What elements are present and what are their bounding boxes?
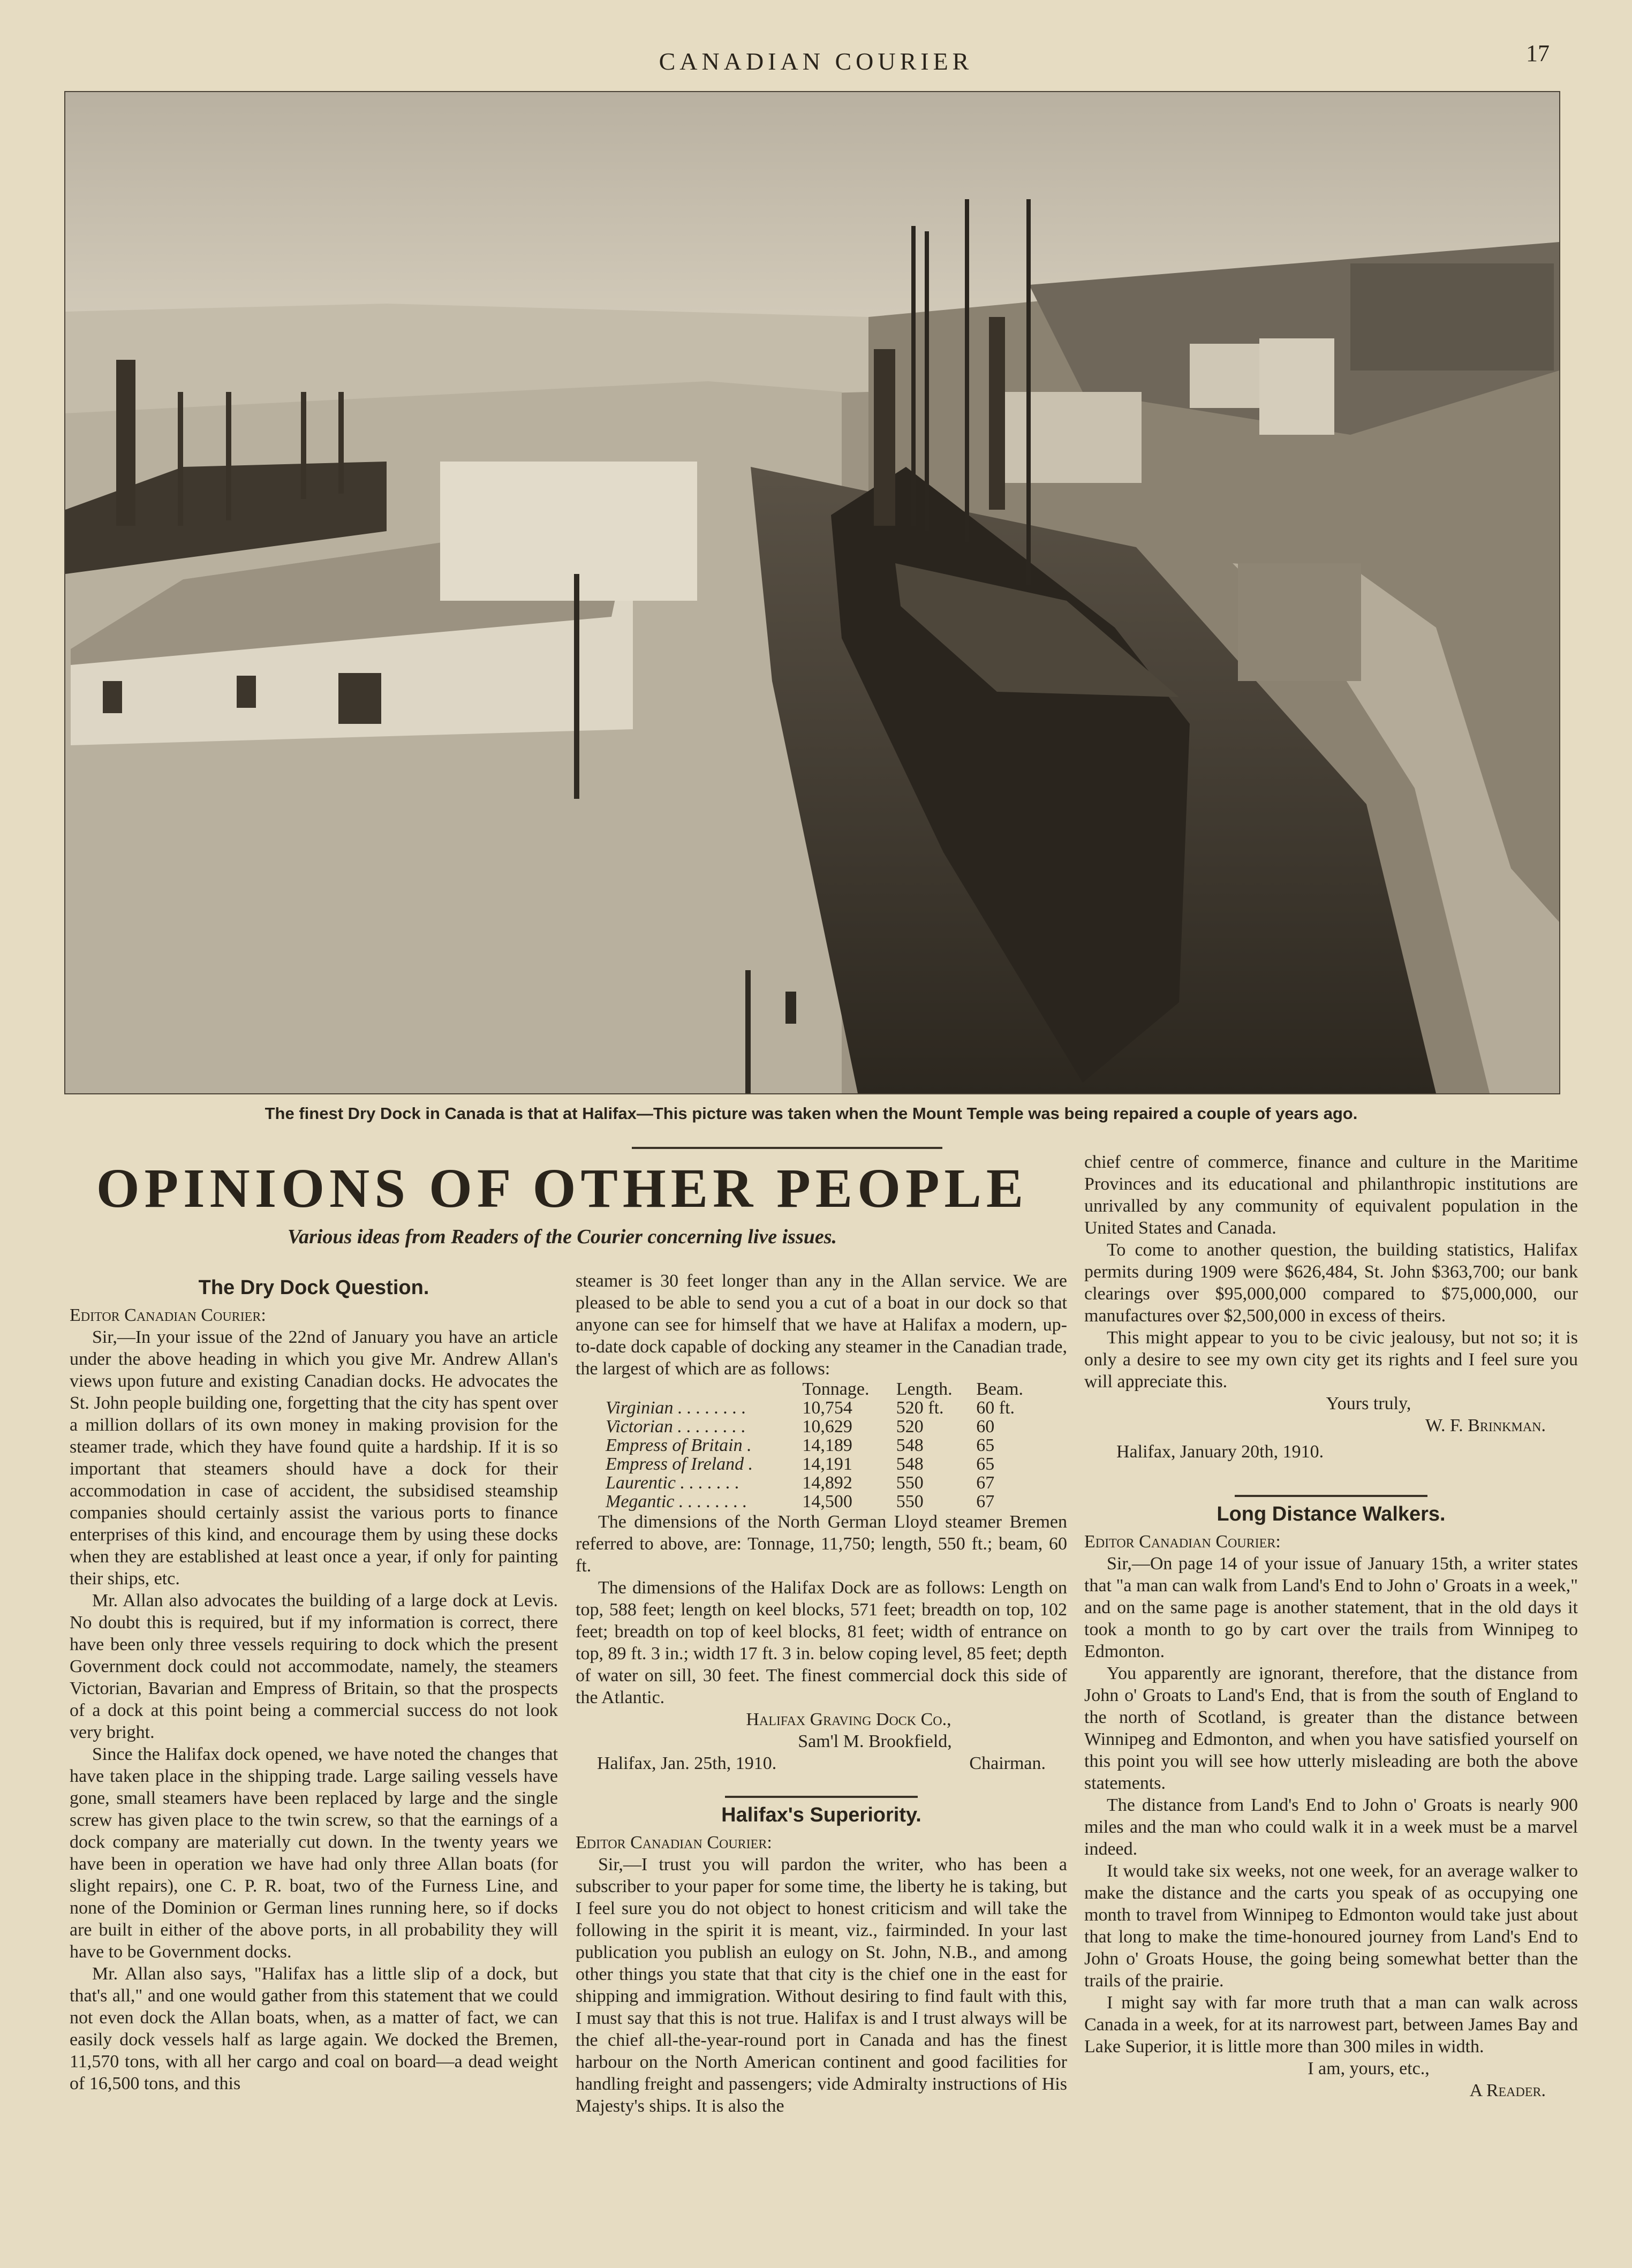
dry-dock-photo-illustration [65, 92, 1559, 1093]
paragraph: Sir,—I trust you will pardon the writer, who has been a subscriber to your paper for some time, the liberty he is taking, but I feel sure you do not object to honest criticism and will take the following in the spirit it is meant, viz., fairminded. In your last publication you publish an eulogy on St. John, N.B., and among other things you state that that city is the chief one in the east for shipping and immigration. Without desiring to find fault with this, I must say that this is not true. Halifax is and I trust always will be the chief all-the-year-round port in Canada and has the finest harbour on the North American continent and good facilities for handling freight and passengers; vide Admiralty instructions of His Majesty's ships. It is also the [576, 1855, 1067, 2116]
paragraph: You apparently are ignorant, therefore, that the distance from John o' Groats to Land's End, that is from the south of England to the north of Scotland, is greater than the distance between Winnipeg and Edmonton, and when you have satisfied yourself on this point you will see how utterly misleading are both the above statements. [1084, 1664, 1578, 1793]
page-subtitle: Various ideas from Readers of the Courier concerning live issues. [287, 1226, 837, 1248]
closing: I am, yours, etc., [1308, 2059, 1430, 2078]
ship-tonnage: 10,629 [802, 1417, 852, 1437]
ship-name: Megantic . . . . . . . . [606, 1492, 747, 1511]
table-row [602, 1436, 1041, 1455]
column-header-length: Length. [896, 1379, 953, 1399]
ship-beam: 65 [976, 1454, 995, 1474]
ship-beam: 60 [976, 1417, 995, 1437]
paragraph: It would take six weeks, not one week, for an average walker to make the distance and the carts you speak of as occupying one month to travel from Winnipeg to Edmonton would take just about that long to make the time-honoured journey from Land's End to John o' Groats House, the going being somewhat better than the trails of the prairie. [1084, 1861, 1578, 1991]
closing: Yours truly, [1326, 1394, 1411, 1413]
signature-name: A Reader. [1469, 2081, 1546, 2100]
letter-heading-dry-dock: The Dry Dock Question. [198, 1276, 429, 1299]
table-row [602, 1455, 1041, 1473]
paragraph: This might appear to you to be civic jealousy, but not so; it is only a desire to see my own city get its rights and I feel sure you will appreciate this. [1084, 1328, 1578, 1392]
letter-heading-halifax: Halifax's Superiority. [721, 1804, 921, 1826]
ship-length: 520 ft. [896, 1398, 944, 1418]
ship-beam: 60 ft. [976, 1398, 1015, 1418]
page-number: 17 [1526, 40, 1550, 66]
paragraph: Since the Halifax dock opened, we have noted the changes that have taken place in the shipping trade. Large sailing vessels have gone, small steamers have been replaced by large and the single screw has given place to the twin screw, so that the earnings of a dock company are materially cut down. In the twenty years we have been in operation we have had only three Allan boats (for slight repairs), one C. P. R. boat, two of the Furness Line, and none of the Dominion or German lines running here, so if docks are built in either of the above ports, in all probability they will have to be Government docks. [70, 1744, 558, 1962]
salutation: Editor Canadian Courier: [576, 1833, 772, 1853]
ship-length: 548 [896, 1435, 924, 1455]
title-rule [632, 1147, 942, 1149]
signature-name: Sam'l M. Brookfield, [798, 1732, 952, 1751]
signature-name: W. F. Brinkman. [1425, 1416, 1546, 1435]
ship-tonnage: 14,500 [802, 1492, 852, 1511]
paragraph: Sir,—In your issue of the 22nd of January you have an article under the above heading in which you give Mr. Andrew Allan's views upon future and existing Canadian docks. He advocates the St. John people building one, forgetting that the city has spent over a million dollars of its own money in making provision for the steamer trade, which they have found quite a hardship. If it is so important that steamers should have a dock for their accommodation in case of accident, the subsidised steamship companies should certainly assist the various ports to finance enterprises of this kind, and encourage them by using these docks when they are established at least once a year, if only for painting their ships, etc. [70, 1327, 558, 1589]
running-head: CANADIAN COURIER [659, 48, 973, 75]
salutation: Editor Canadian Courier: [70, 1305, 266, 1325]
ship-beam: 65 [976, 1435, 995, 1455]
dry-dock-photograph [64, 91, 1560, 1094]
ship-name: Laurentic . . . . . . . [606, 1473, 739, 1493]
ship-name: Virginian . . . . . . . . [606, 1398, 746, 1418]
column-2 [576, 1270, 1067, 2117]
ship-length: 548 [896, 1454, 924, 1474]
letter-heading-walkers: Long Distance Walkers. [1217, 1503, 1446, 1525]
ship-name: Victorian . . . . . . . . [606, 1417, 746, 1437]
table-row [602, 1417, 1041, 1436]
paragraph: I might say with far more truth that a man can walk across Canada in a week, for at its narrowest part, between James Bay and Lake Superior, it is little more than 300 miles in width. [1084, 1993, 1578, 2057]
ships-table [602, 1380, 1041, 1511]
ship-name: Empress of Ireland . [606, 1454, 753, 1474]
paragraph: Sir,—On page 14 of your issue of January 15th, a writer states that "a man can walk from Land's End to John o' Groats in a week," and on the same page is another statement, that in the old days it took a month to go by cart over the trails from Winnipeg to Edmonton. [1084, 1554, 1578, 1661]
paragraph: The dimensions of the Halifax Dock are as follows: Length on top, 588 feet; length on keel blocks, 571 feet; breadth on top, 102 feet; breadth on top of keel blocks, 81 feet; width of entrance on top, 89 ft. 3 in.; width 17 ft. 3 in. below coping level, 85 feet; depth of water on sill, 30 feet. The finest commercial dock this side of the Atlantic. [576, 1578, 1067, 1707]
salutation: Editor Canadian Courier: [1084, 1532, 1281, 1552]
ship-length: 550 [896, 1492, 924, 1511]
paragraph: The dimensions of the North German Lloyd steamer Bremen referred to above, are: Tonnage, 11,750; length, 550 ft.; beam, 60 ft. [576, 1512, 1067, 1576]
page-title: OPINIONS OF OTHER PEOPLE [96, 1158, 1029, 1219]
ship-tonnage: 14,191 [802, 1454, 852, 1474]
ship-name: Empress of Britain . [606, 1435, 752, 1455]
table-row [602, 1492, 1041, 1511]
paragraph: steamer is 30 feet longer than any in the Allan service. We are pleased to be able to send you a cut of a boat in our dock so that anyone can see for himself that we have at Halifax a modern, up-to-date dock capable of docking any steamer in the Canadian trade, the largest of which are as follows: [576, 1271, 1067, 1379]
photo-caption: The finest Dry Dock in Canada is that at Halifax—This picture was taken when the Mount Temple was being repaired a couple of years ago. [265, 1104, 1358, 1123]
paragraph: To come to another question, the building statistics, Halifax permits during 1909 were $626,484, St. John $363,700; our bank clearings over $95,000,000 compared to $75,000,000, our manufactures over $2,500,000 in excess of theirs. [1084, 1240, 1578, 1326]
dateline: Halifax, January 20th, 1910. [1116, 1442, 1324, 1462]
table-row [602, 1473, 1041, 1492]
ship-length: 520 [896, 1417, 924, 1437]
signer-title: Chairman. [969, 1753, 1046, 1773]
table-header-row [602, 1380, 1041, 1398]
signature-company: Halifax Graving Dock Co., [746, 1710, 951, 1729]
column-header-beam: Beam. [976, 1379, 1024, 1399]
paragraph: Mr. Allan also says, "Halifax has a little slip of a dock, but that's all," and one would gather from this statement that we could not even dock the Allan boats, when, as a matter of fact, we can easily dock vessels half as large again. We docked the Bremen, 11,570 tons, with all her cargo and coal on board—a dead weight of 16,500 tons, and this [70, 1964, 558, 2093]
column-3 [1084, 1151, 1578, 2101]
ship-beam: 67 [976, 1492, 995, 1511]
table-row [602, 1398, 1041, 1417]
column-header-tonnage: Tonnage. [802, 1379, 870, 1399]
paragraph: The distance from Land's End to John o' Groats is nearly 900 miles and the man who could walk it in a week must be a marvel indeed. [1084, 1795, 1578, 1859]
ship-length: 550 [896, 1473, 924, 1493]
dateline: Halifax, Jan. 25th, 1910. [597, 1753, 777, 1773]
ship-tonnage: 14,189 [802, 1435, 852, 1455]
section-rule [725, 1796, 918, 1798]
dateline-row [576, 1752, 1067, 1774]
column-1 [70, 1277, 558, 2095]
ship-tonnage: 10,754 [802, 1398, 852, 1418]
paragraph: chief centre of commerce, finance and culture in the Maritime Provinces and its educational and philanthropic institutions are unrivalled by any community of equivalent population in the United States and Canada. [1084, 1152, 1578, 1238]
ship-tonnage: 14,892 [802, 1473, 852, 1493]
ship-beam: 67 [976, 1473, 995, 1493]
paragraph: Mr. Allan also advocates the building of a large dock at Levis. No doubt this is required, but if my information is correct, there have been only three vessels requiring to dock which the present Government dock could not accommodate, namely, the steamers Victorian, Bavarian and Empress of Britain, so that the prospects of a dock at this point being a commercial success do not look very bright. [70, 1591, 558, 1742]
section-rule [1235, 1495, 1427, 1497]
